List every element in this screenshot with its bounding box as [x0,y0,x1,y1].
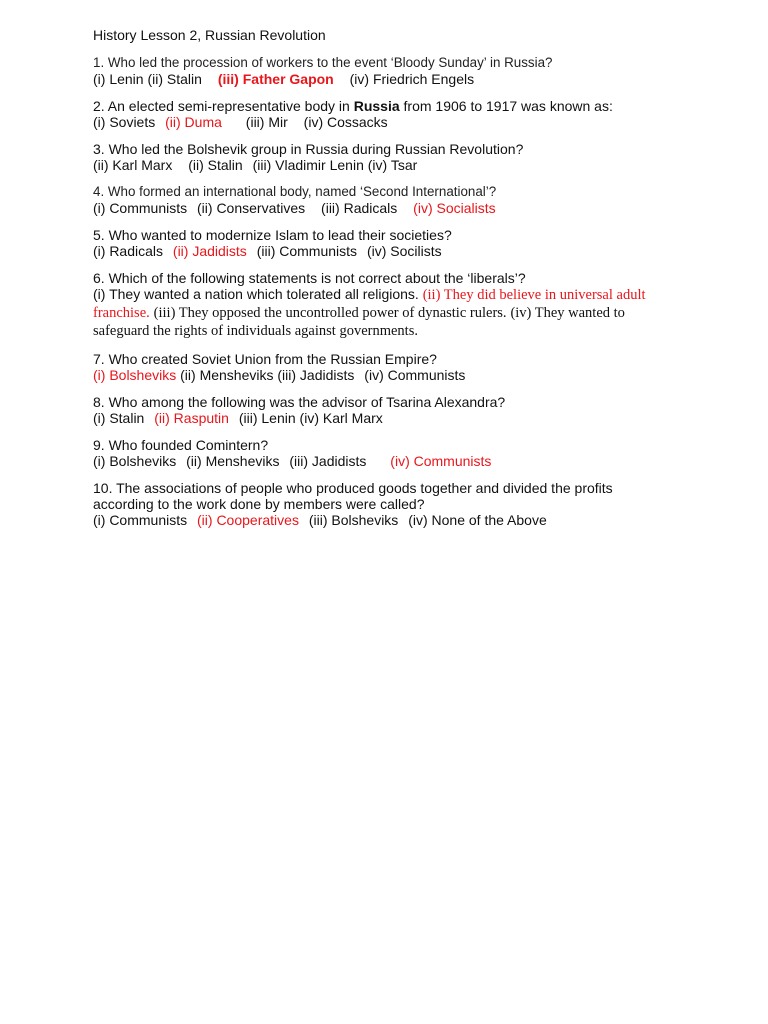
document-title: History Lesson 2, Russian Revolution [93,27,326,43]
question-text: 9. Who founded Comintern? [93,437,269,453]
question-text: 7. Who created Soviet Union from the Russian Empire? [93,351,437,367]
option-i-answer: (i) Bolsheviks [93,367,177,383]
option-iv: (iv) Friedrich Engels [349,71,475,87]
option-i: (i) Lenin [93,71,144,87]
question-10 [93,480,663,528]
option-iii: (iii) Communists [256,243,358,259]
option-ii: (ii) Mensheviks [186,453,280,469]
option-iii: (iii) Vladimir Lenin [252,157,364,173]
option-iv: (iv) Communists [364,367,466,383]
question-text: 4. Who formed an international body, named ‘Second International’? [93,184,497,199]
options [93,114,663,130]
question-3 [93,141,663,173]
option-i: (i) Bolsheviks [93,453,177,469]
question-1 [93,55,663,87]
option-iv: (iv) Tsar [367,157,418,173]
option-iii: (iii) Jadidists [277,367,355,383]
option-iii: (iii) Lenin [238,410,296,426]
question-text-bold: Russia [353,98,400,114]
question-text: 5. Who wanted to modernize Islam to lead their societies? [93,227,452,243]
question-text: 1. Who led the procession of workers to the event ‘Bloody Sunday’ in Russia? [93,55,553,70]
options [93,286,663,340]
option-ii-answer: (ii) Cooperatives [197,512,299,528]
question-2 [93,98,663,130]
question-8 [93,394,663,426]
option-i: (i) Stalin [93,410,145,426]
options [93,157,663,173]
question-text [93,98,663,114]
options [93,243,663,259]
options [93,410,663,426]
question-text-part: from 1906 to 1917 was known as: [399,98,613,114]
question-4 [93,184,663,216]
option-iii-answer: (iii) Father Gapon [217,71,334,87]
question-text: 8. Who among the following was the advisor of Tsarina Alexandra? [93,394,506,410]
option-ii: (ii) Stalin [147,71,202,87]
option-ii-answer: (ii) Jadidists [172,243,247,259]
option-iv: (iv) They wanted to safeguard the rights of individuals against governments. [93,305,625,339]
option-i: (i) Radicals [93,243,164,259]
question-5 [93,227,663,259]
question-9 [93,437,663,469]
option-iv: (iv) Karl Marx [299,410,383,426]
options [93,453,663,469]
option-iii: (iii) Mir [245,114,288,130]
options [93,200,663,216]
option-ii-b: (ii) Stalin [188,157,243,173]
question-6 [93,270,663,340]
question-text-part: 2. An elected semi-representative body in [93,98,354,114]
option-iii: (iii) They opposed the uncontrolled power of dynastic rulers. [153,305,507,321]
options [93,512,663,528]
option-i: (i) Soviets [93,114,156,130]
question-text-line-2: according to the work done by members were called? [93,496,425,512]
option-iii: (iii) Jadidists [289,453,367,469]
question-text: 6. Which of the following statements is not correct about the ‘liberals’? [93,270,526,286]
option-ii-answer: (ii) They did believe in universal adult franchise. [93,287,646,321]
options [93,367,663,383]
option-ii: (ii) Mensheviks [180,367,274,383]
option-iv-answer: (iv) Socialists [413,200,496,216]
option-ii: (ii) Karl Marx [93,157,173,173]
option-iv: (iv) Socilists [366,243,442,259]
options [93,71,663,87]
question-text-line-1: 10. The associations of people who produced goods together and divided the profits [93,480,613,496]
option-iv-answer: (iv) Communists [390,453,492,469]
option-iii: (iii) Radicals [321,200,398,216]
option-ii-answer: (ii) Rasputin [154,410,229,426]
option-iii: (iii) Bolsheviks [308,512,399,528]
option-i: (i) Communists [93,512,188,528]
option-iv: (iv) Cossacks [303,114,388,130]
option-ii-answer: (ii) Duma [165,114,222,130]
option-ii: (ii) Conservatives [197,200,306,216]
option-iv: (iv) None of the Above [408,512,547,528]
document-body [93,27,663,539]
option-i: (i) They wanted a nation which tolerated all religions. [93,286,419,302]
question-7 [93,351,663,383]
option-i: (i) Communists [93,200,188,216]
question-text: 3. Who led the Bolshevik group in Russia during Russian Revolution? [93,141,524,157]
